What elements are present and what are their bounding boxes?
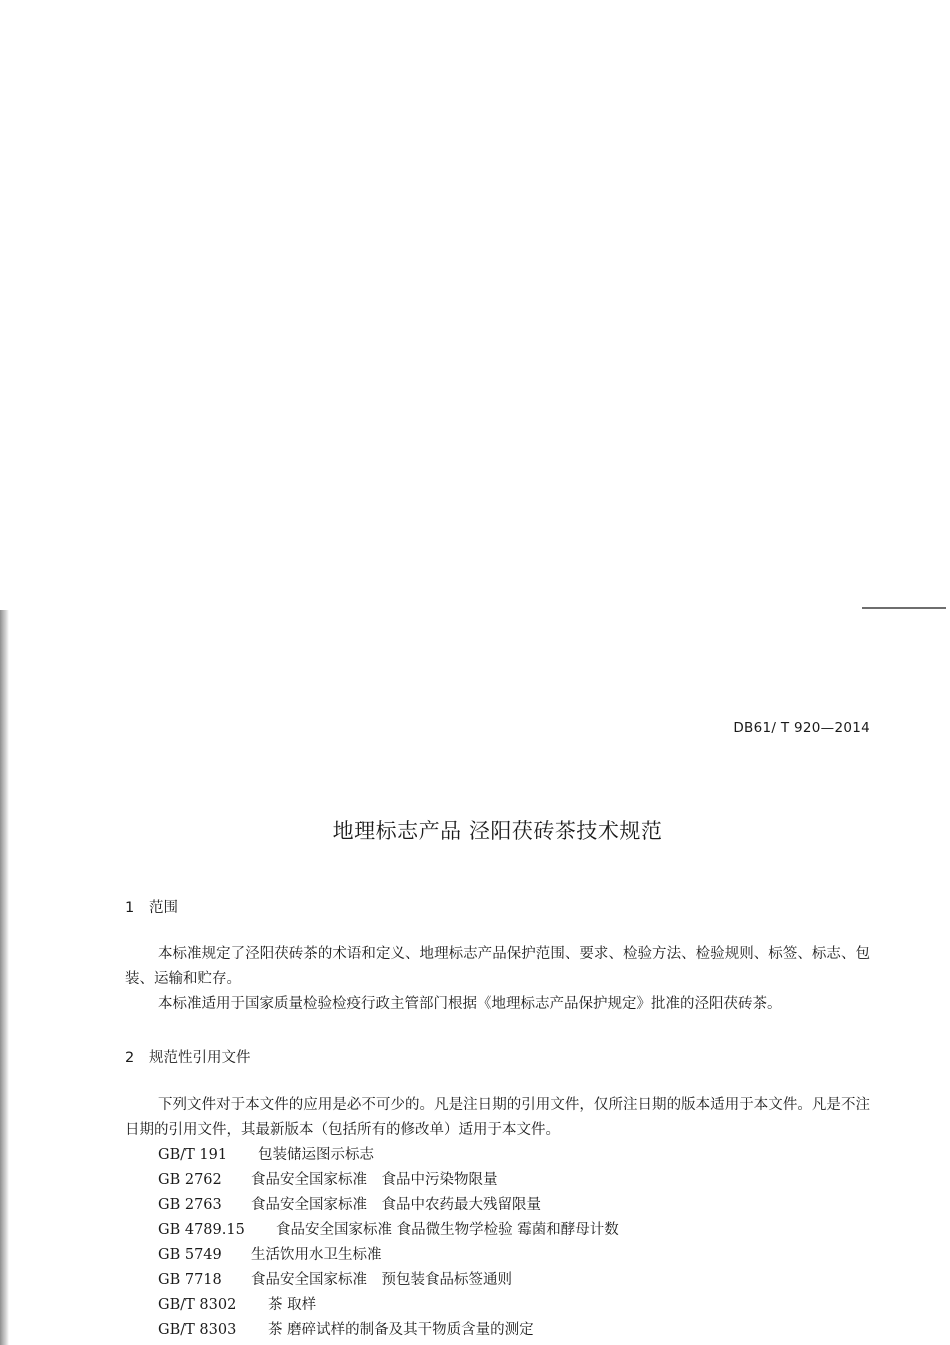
reference-code: GB 7718 <box>158 1272 222 1288</box>
reference-title: 茶 取样 <box>268 1297 317 1313</box>
reference-title: 食品安全国家标准 食品中农药最大残留限量 <box>251 1197 541 1213</box>
reference-title: 食品安全国家标准 食品中污染物限量 <box>251 1172 498 1188</box>
reference-code: GB/T 8302 <box>158 1297 237 1313</box>
reference-item <box>158 1293 619 1318</box>
document-title: 地理标志产品 泾阳茯砖茶技术规范 <box>332 819 663 843</box>
reference-item <box>158 1268 619 1293</box>
references-intro-paragraph: 下列文件对于本文件的应用是必不可少的。凡是注日期的引用文件，仅所注日期的版本适用于本文件。凡是不注日期的引用文件，其最新版本（包括所有的修改单）适用于本文件。 <box>125 1097 870 1138</box>
reference-title: 食品安全国家标准 预包装食品标签通则 <box>251 1272 512 1288</box>
reference-item <box>158 1143 619 1168</box>
reference-item <box>158 1193 619 1218</box>
scope-paragraph-1: 本标准规定了泾阳茯砖茶的术语和定义、地理标志产品保护范围、要求、检验方法、检验规则、标签、标志、包装、运输和贮存。 <box>125 946 870 987</box>
reference-title: 茶 磨碎试样的制备及其干物质含量的测定 <box>268 1322 534 1338</box>
reference-item <box>158 1243 619 1268</box>
reference-code: GB/T 8303 <box>158 1322 237 1338</box>
reference-title: 生活饮用水卫生标准 <box>251 1247 382 1263</box>
reference-title: 包装储运图示标志 <box>258 1147 374 1163</box>
reference-code: GB 5749 <box>158 1247 222 1263</box>
reference-item <box>158 1218 619 1243</box>
reference-code: GB 2763 <box>158 1197 222 1213</box>
reference-list <box>158 1143 619 1343</box>
section-heading-normative-references <box>125 1046 251 1067</box>
document-code: DB61/ T 920—2014 <box>733 720 870 736</box>
reference-item <box>158 1318 619 1343</box>
reference-code: GB/T 191 <box>158 1147 228 1163</box>
reference-item <box>158 1168 619 1193</box>
section-number: 2 <box>125 1050 135 1066</box>
scan-shadow-left-edge <box>0 610 9 1345</box>
section-title: 规范性引用文件 <box>149 1050 251 1066</box>
section-heading-scope <box>125 896 178 917</box>
scope-paragraph-2: 本标准适用于国家质量检验检疫行政主管部门根据《地理标志产品保护规定》批准的泾阳茯砖茶。 <box>158 996 782 1012</box>
reference-title: 食品安全国家标准 食品微生物学检验 霉菌和酵母计数 <box>276 1222 619 1238</box>
reference-code: GB 4789.15 <box>158 1222 245 1238</box>
section-title: 范围 <box>149 900 178 916</box>
scan-shadow-top-edge <box>862 607 946 609</box>
section-number: 1 <box>125 900 135 916</box>
reference-code: GB 2762 <box>158 1172 222 1188</box>
